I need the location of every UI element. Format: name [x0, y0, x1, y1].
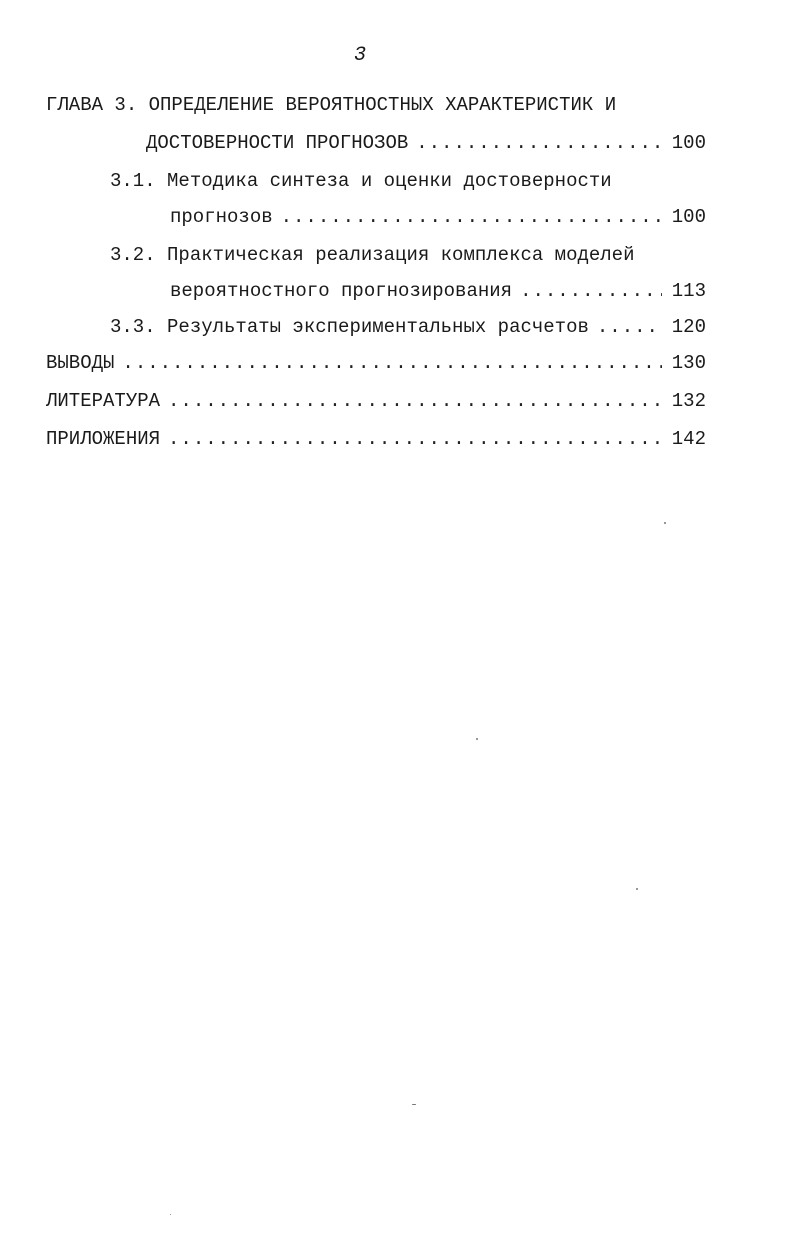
toc-section32-title-line1: 3.2. Практическая реализация комплекса моделей — [110, 244, 635, 266]
toc-section33-title: 3.3. Результаты экспериментальных расчетов — [110, 316, 589, 338]
dot-leader — [281, 202, 662, 232]
toc-section33-entry — [110, 312, 706, 342]
toc-section33-page: 120 — [671, 316, 706, 338]
toc-literature-page: 132 — [671, 390, 706, 412]
scan-speck — [664, 522, 666, 524]
toc-chapter3-title-line1: ГЛАВА 3. ОПРЕДЕЛЕНИЕ ВЕРОЯТНОСТНЫХ ХАРАКТЕРИСТИК И — [46, 94, 617, 116]
dot-leader — [597, 312, 662, 342]
scan-speck — [170, 1214, 171, 1215]
toc-appendices-entry — [46, 424, 706, 454]
dot-leader — [520, 276, 662, 306]
toc-literature-entry — [46, 386, 706, 416]
dot-leader — [122, 348, 662, 378]
toc-appendices-page: 142 — [671, 428, 706, 450]
page-number: 3 — [353, 44, 366, 67]
dot-leader — [168, 386, 662, 416]
toc-conclusions-page: 130 — [671, 352, 706, 374]
toc-chapter3-title-line2: ДОСТОВЕРНОСТИ ПРОГНОЗОВ — [146, 132, 409, 154]
toc-conclusions-entry — [46, 348, 706, 378]
toc-section31-title-line1: 3.1. Методика синтеза и оценки достоверности — [110, 170, 612, 192]
toc-appendices-title: ПРИЛОЖЕНИЯ — [46, 428, 161, 450]
toc-chapter3-page: 100 — [671, 132, 706, 154]
scan-speck — [412, 1104, 416, 1105]
dot-leader — [168, 424, 662, 454]
toc-conclusions-title: ВЫВОДЫ — [46, 352, 115, 374]
scan-speck — [636, 888, 638, 890]
toc-section31-title-line2: прогнозов — [170, 206, 273, 228]
toc-section31-page: 100 — [671, 206, 706, 228]
toc-chapter3-entry — [146, 128, 706, 158]
toc-literature-title: ЛИТЕРАТУРА — [46, 390, 161, 412]
toc-section32-page: 113 — [671, 280, 706, 302]
toc-section32-title-line2: вероятностного прогнозирования — [170, 280, 513, 302]
toc-section31-entry — [170, 202, 706, 232]
scan-speck — [476, 738, 478, 740]
dot-leader — [416, 128, 662, 158]
toc-section32-entry — [170, 276, 706, 306]
